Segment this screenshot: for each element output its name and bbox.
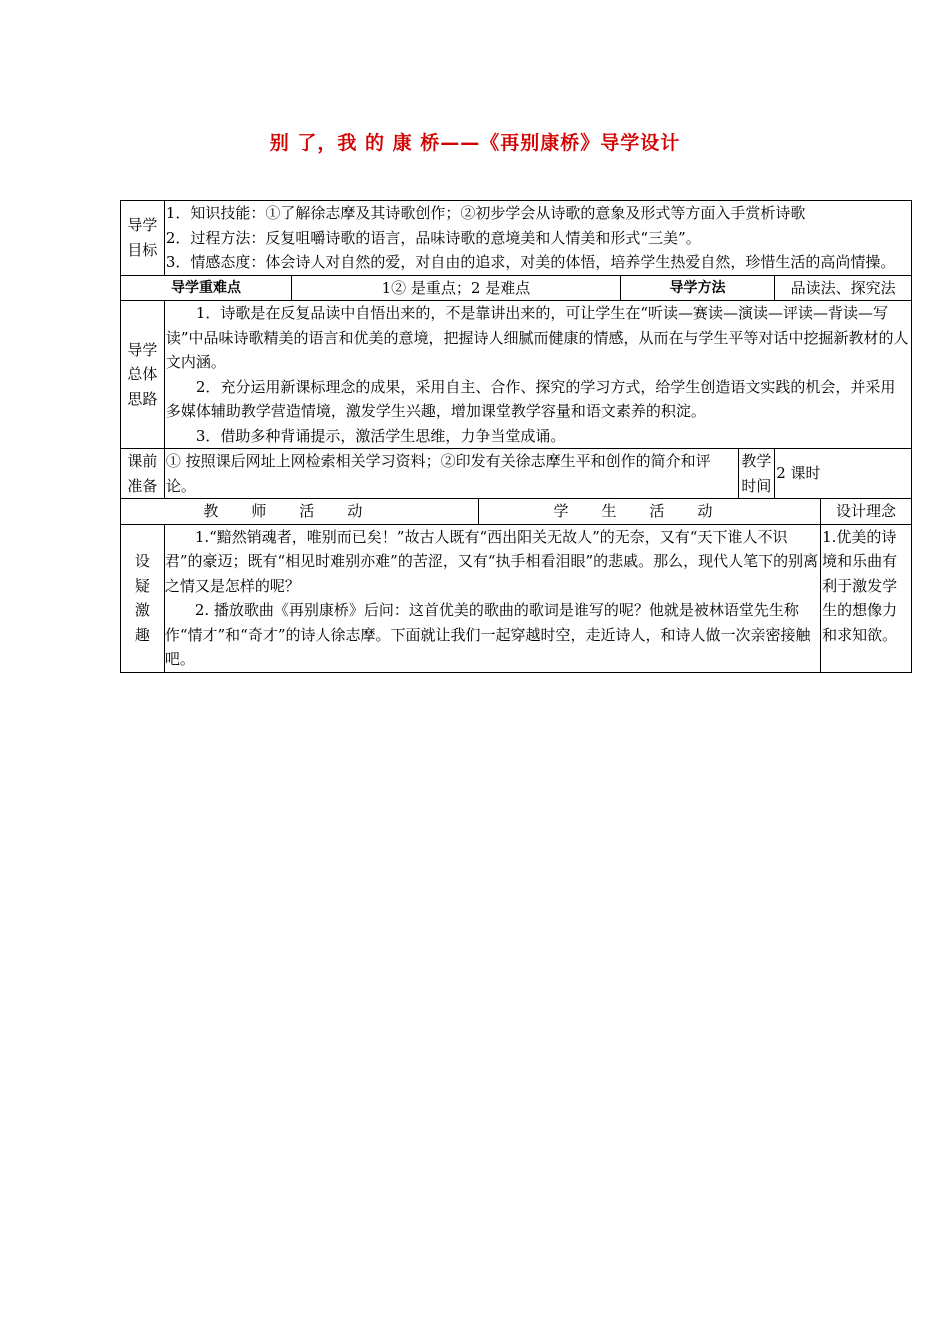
intro-content	[164, 524, 820, 672]
design-concept-header: 设计理念	[821, 499, 912, 525]
goal-item: 2．过程方法：反复咀嚼诗歌的语言，品味诗歌的意境美和人情美和形式“三美”。	[165, 228, 701, 247]
lesson-plan-table	[120, 200, 912, 673]
goal-item: 1．知识技能：①了解徐志摩及其诗歌创作；②初步学会从诗歌的意象及形式等方面入手赏析诗歌	[165, 204, 806, 222]
approach-content	[164, 301, 911, 449]
approach-item: 1．诗歌是在反复品读中自悟出来的，不是靠讲出来的，可让学生在“听读—赛读—演读—评读—背读—写读”中品味诗歌精美的语言和优美的意境，把握诗人细腻而健康的情感，从而在与学生平等对话中挖掘新教材的人文内涵。	[165, 304, 909, 371]
approach-label: 导学总体思路	[121, 301, 165, 449]
teacher-activity-header: 教师活动	[121, 499, 479, 525]
approach-item: 3．借助多种背诵提示，激活学生思维，力争当堂成诵。	[195, 426, 566, 445]
keypoints-value: 1② 是重点；2 是难点	[292, 275, 621, 301]
approach-item: 2．充分运用新课标理念的成果，采用自主、合作、探究的学习方式，给学生创造语文实践的机会，并采用多媒体辅助教学营造情境，激发学生兴趣，增加课堂教学容量和语文素养的积淀。	[165, 377, 896, 420]
approach-row	[121, 301, 912, 449]
keypoints-label: 导学重难点	[121, 275, 292, 301]
student-activity-header: 学生活动	[478, 499, 820, 525]
intro-row	[121, 524, 912, 672]
time-label: 教学时间	[738, 449, 775, 499]
method-label: 导学方法	[620, 275, 774, 301]
intro-paragraph: 1.“黯然销魂者，唯别而已矣！”故古人既有“西出阳关无故人”的无奈，又有“天下谁人不识君”的豪迈；既有“相见时难别亦难”的苦涩，又有“执手相看泪眼”的悲戚。那么，现代人笔下的别离之情又是怎样的呢？	[164, 527, 819, 595]
intro-paragraph: 2. 播放歌曲《再别康桥》后问：这首优美的歌曲的歌词是谁写的呢？他就是被林语堂先生称作“情才”和“奇才”的诗人徐志摩。下面就让我们一起穿越时空，走近诗人，和诗人做一次亲密接触吧。	[164, 601, 811, 668]
goals-row	[121, 201, 912, 276]
time-value: 2 课时	[775, 449, 912, 499]
prep-content: ① 按照课后网址上网检索相关学习资料；②印发有关徐志摩生平和创作的简介和评论。	[164, 449, 738, 499]
page-title: 别 了，我 的 康 桥——《再别康桥》导学设计	[269, 132, 681, 154]
goals-label: 导学目标	[121, 201, 165, 276]
method-value: 品读法、探究法	[775, 275, 912, 301]
prep-row	[121, 449, 912, 499]
keypoints-row	[121, 275, 912, 301]
goal-item: 3．情感态度：体会诗人对自然的爱，对自由的追求，对美的体悟，培养学生热爱自然，珍惜生活的高尚情操。	[165, 253, 896, 271]
prep-label: 课前准备	[121, 449, 165, 499]
goals-content	[164, 201, 911, 276]
activity-header-row	[121, 499, 912, 525]
intro-concept: 1.优美的诗境和乐曲有利于激发学生的想像力和求知欲。	[821, 524, 912, 672]
intro-label: 设疑激趣	[121, 524, 165, 672]
